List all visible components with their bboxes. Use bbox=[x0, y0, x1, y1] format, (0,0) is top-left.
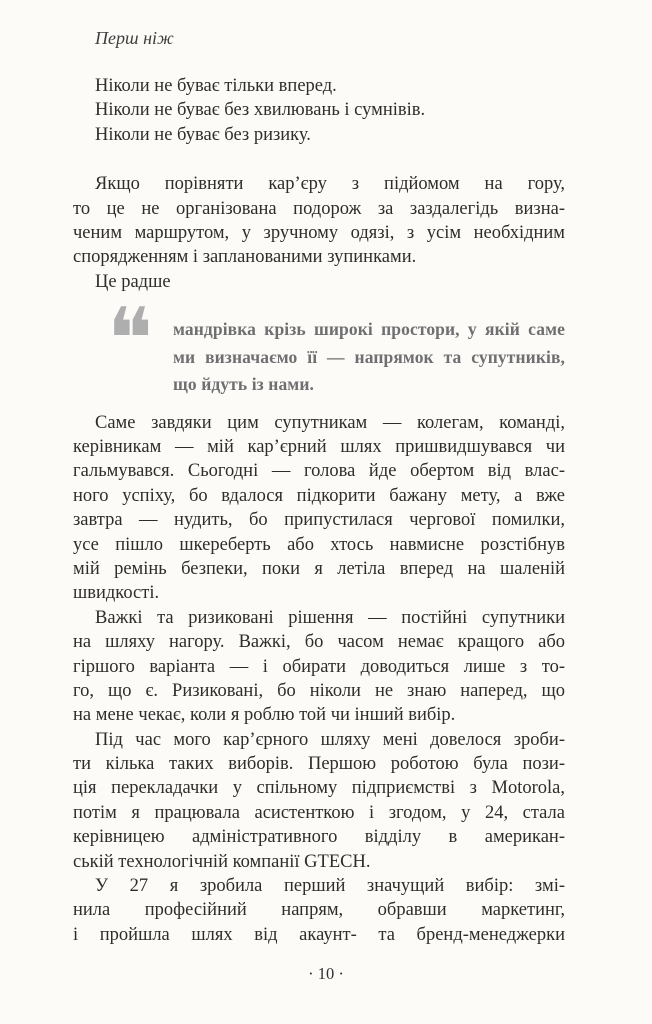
text-line: спорядженням і запланованими зупинками. bbox=[73, 247, 417, 268]
text-line: го, що є. Ризиковані, бо ніколи не знаю наперед, що bbox=[73, 680, 565, 701]
text-line: У 27 я зробила перший значущий вибір: змі- bbox=[95, 876, 565, 897]
paragraph-opening bbox=[73, 74, 565, 147]
text-line: і пройшла шлях від акаунт- та бренд-менеджерки bbox=[73, 924, 565, 945]
paragraph-companions bbox=[73, 411, 565, 606]
text-line: на мене чекає, коли я роблю той чи інший вибір. bbox=[73, 705, 456, 726]
text-line: Ніколи не буває тільки вперед. bbox=[95, 76, 337, 96]
text-line: що йдуть із нами. bbox=[173, 374, 314, 395]
quote-block bbox=[73, 290, 565, 399]
text-line: Ніколи не буває без хвилювань і сумнівів. bbox=[95, 100, 426, 121]
text-line: ми визначаємо її — напрямок та супутників, bbox=[173, 346, 565, 367]
text-line: Це радше bbox=[95, 271, 171, 292]
quote-text bbox=[173, 316, 565, 399]
text-line: ченим маршрутом, у зручному одязі, з усім необхідним bbox=[73, 222, 565, 243]
text-line: ція перекладачки у спільному підприємстві з Motorola, bbox=[73, 778, 565, 799]
text-line: Під час мого кар’єрного шляху мені довелося зроби- bbox=[95, 729, 565, 750]
paragraph-decisions bbox=[73, 606, 565, 728]
text-line: гальмувався. Сьогодні — голова йде обертом від влас- bbox=[73, 461, 565, 482]
text-line: гіршого варіанта — і обирати доводиться лише з то- bbox=[73, 656, 565, 677]
text-line: ти кілька таких виборів. Першою роботою була пози- bbox=[73, 754, 565, 775]
running-header: Перш ніж bbox=[95, 28, 174, 48]
paragraph-compare bbox=[73, 172, 565, 270]
text-line: нила професійний напрям, обравши маркетинг, bbox=[73, 900, 565, 921]
text-line: Саме завдяки цим супутникам — колегам, команді, bbox=[95, 412, 565, 433]
text-line: потім я працювала асистенткою і згодом, у 24, стала bbox=[73, 802, 565, 823]
text-line: на шляху нагору. Важкі, бо часом немає кращого або bbox=[73, 632, 565, 653]
text-line: керівникам — мій кар’єрний шлях пришвидшувався чи bbox=[73, 437, 565, 458]
text-line: усе пішло шкереберть або хтось навмисне розстібнув bbox=[73, 534, 565, 555]
opening-quotes-icon: ❝ bbox=[107, 290, 154, 391]
paragraph-career bbox=[73, 728, 565, 874]
text-line: ській технологічній компанії GTECH. bbox=[73, 851, 371, 872]
text-line: швидкості. bbox=[73, 583, 160, 604]
text-line: мандрівка крізь широкі простори, у якій саме bbox=[173, 319, 565, 340]
text-line: Ніколи не буває без ризику. bbox=[95, 124, 311, 145]
text-line: завтра — нудить, бо припустилася чергової помилки, bbox=[73, 510, 565, 531]
text-line: мій ремінь безпеки, поки я летіла вперед на шаленій bbox=[73, 558, 565, 579]
text-line: ного успіху, бо вдалося підкорити бажану мету, а вже bbox=[73, 485, 565, 506]
text-line: то це не організована подорож за заздалегідь визна- bbox=[73, 198, 565, 219]
page-number: · 10 · bbox=[308, 964, 344, 983]
text-line: Якщо порівняти кар’єру з підйомом на гору, bbox=[95, 174, 565, 195]
paragraph-choice bbox=[73, 874, 565, 947]
text-line: керівницею адміністративного відділу в американ- bbox=[73, 827, 565, 848]
text-column bbox=[73, 74, 565, 947]
text-line: Важкі та ризиковані рішення — постійні супутники bbox=[95, 607, 565, 628]
